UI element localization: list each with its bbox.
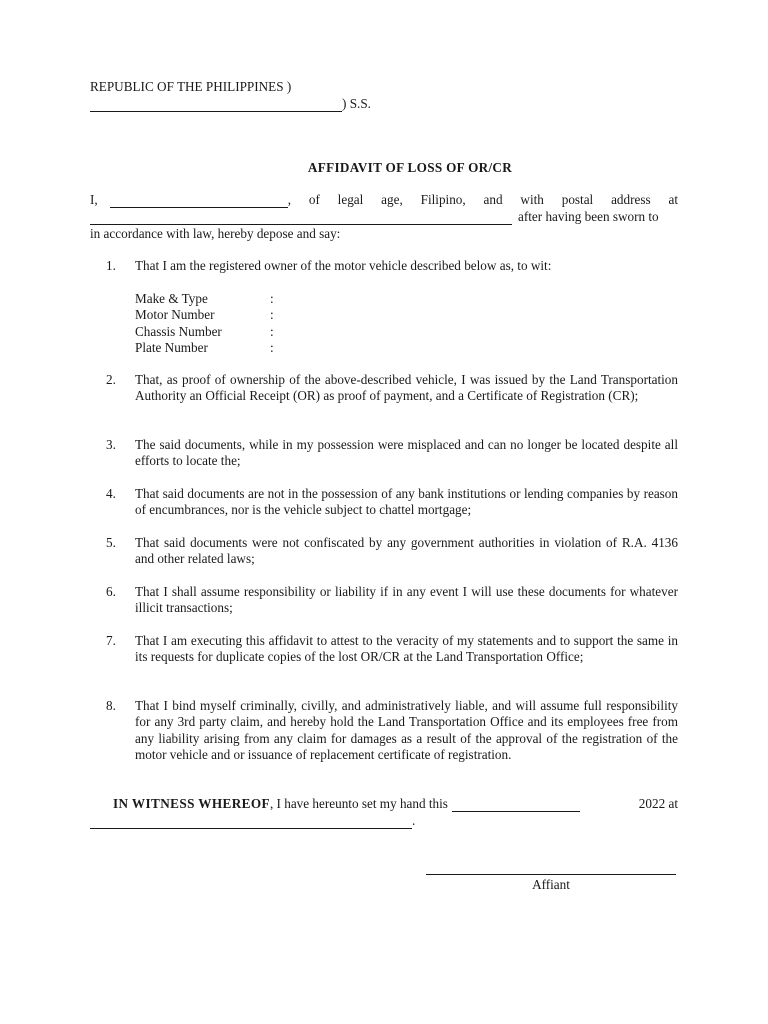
list-item: 4. That said documents are not in the possession of any bank institutions or lending companies by reason of encumbrances, nor is the vehicle subject to chattel mortgage; bbox=[106, 486, 678, 518]
intro-line-2 bbox=[90, 209, 678, 225]
detail-row: Chassis Number : bbox=[135, 323, 274, 339]
date-blank bbox=[452, 799, 580, 812]
intro-line-1 bbox=[90, 192, 678, 208]
witness-bold: IN WITNESS WHEREOF bbox=[113, 796, 270, 811]
list-item: 6. That I shall assume responsibility or liability if in any event I will use these documents for whatever illicit transactions; bbox=[106, 584, 678, 616]
list-item: 5. That said documents were not confiscated by any government authorities in violation of R.A. 4136 and other related laws; bbox=[106, 535, 678, 567]
venue-republic: REPUBLIC OF THE PHILIPPINES ) bbox=[90, 79, 292, 94]
list-item: 8. That I bind myself criminally, civilly, and administratively liable, and will assume full responsibility for any 3rd party claim, and hereby hold the Land Transportation Office and its employees free from any liability arising from any claim for damages as a result of the approval of the registration of the motor vehicle and or issuance of replacement certificate of registration. bbox=[106, 698, 678, 763]
intro-line-3: in accordance with law, hereby depose and say: bbox=[90, 226, 341, 241]
intro-start: I, bbox=[90, 192, 98, 207]
document-title: AFFIDAVIT OF LOSS OF OR/CR bbox=[307, 160, 513, 175]
detail-row: Plate Number : bbox=[135, 340, 274, 356]
list-item: 7. That I am executing this affidavit to attest to the veracity of my statements and to support the same in its requests for duplicate copies of the lost OR/CR at the Land Transportation Office; bbox=[106, 633, 678, 665]
venue-city-line bbox=[90, 96, 371, 112]
witness-year: 2022 at bbox=[638, 796, 678, 811]
detail-row: Make & Type : bbox=[135, 291, 274, 306]
detail-row: Motor Number : bbox=[135, 307, 274, 323]
venue-ss: ) S.S. bbox=[342, 96, 371, 111]
witness-end: . bbox=[412, 813, 416, 828]
signature-line bbox=[426, 874, 676, 875]
affiant-label: Affiant bbox=[532, 877, 570, 892]
witness-line-1 bbox=[113, 796, 678, 812]
place-blank bbox=[90, 816, 412, 829]
intro-mid: , of legal age, Filipino, and with postal address at bbox=[287, 192, 678, 207]
intro-after-address: after having been sworn to bbox=[518, 209, 659, 224]
address-blank bbox=[90, 212, 512, 225]
list-item: 2. That, as proof of ownership of the above-described vehicle, I was issued by the Land Transportation Authority an Official Receipt (OR) as proof of payment, and a Certificate of Registration (CR); bbox=[106, 372, 678, 404]
city-blank bbox=[90, 99, 342, 112]
list-item: 3. The said documents, while in my possession were misplaced and can no longer be located despite all efforts to locate the; bbox=[106, 437, 678, 469]
vehicle-details bbox=[135, 291, 274, 357]
list-item: 1. That I am the registered owner of the motor vehicle described below as, to wit: bbox=[106, 258, 552, 273]
affiant-name-blank bbox=[110, 195, 288, 208]
witness-text: , I have hereunto set my hand this bbox=[269, 796, 448, 811]
witness-line-2 bbox=[90, 813, 415, 829]
